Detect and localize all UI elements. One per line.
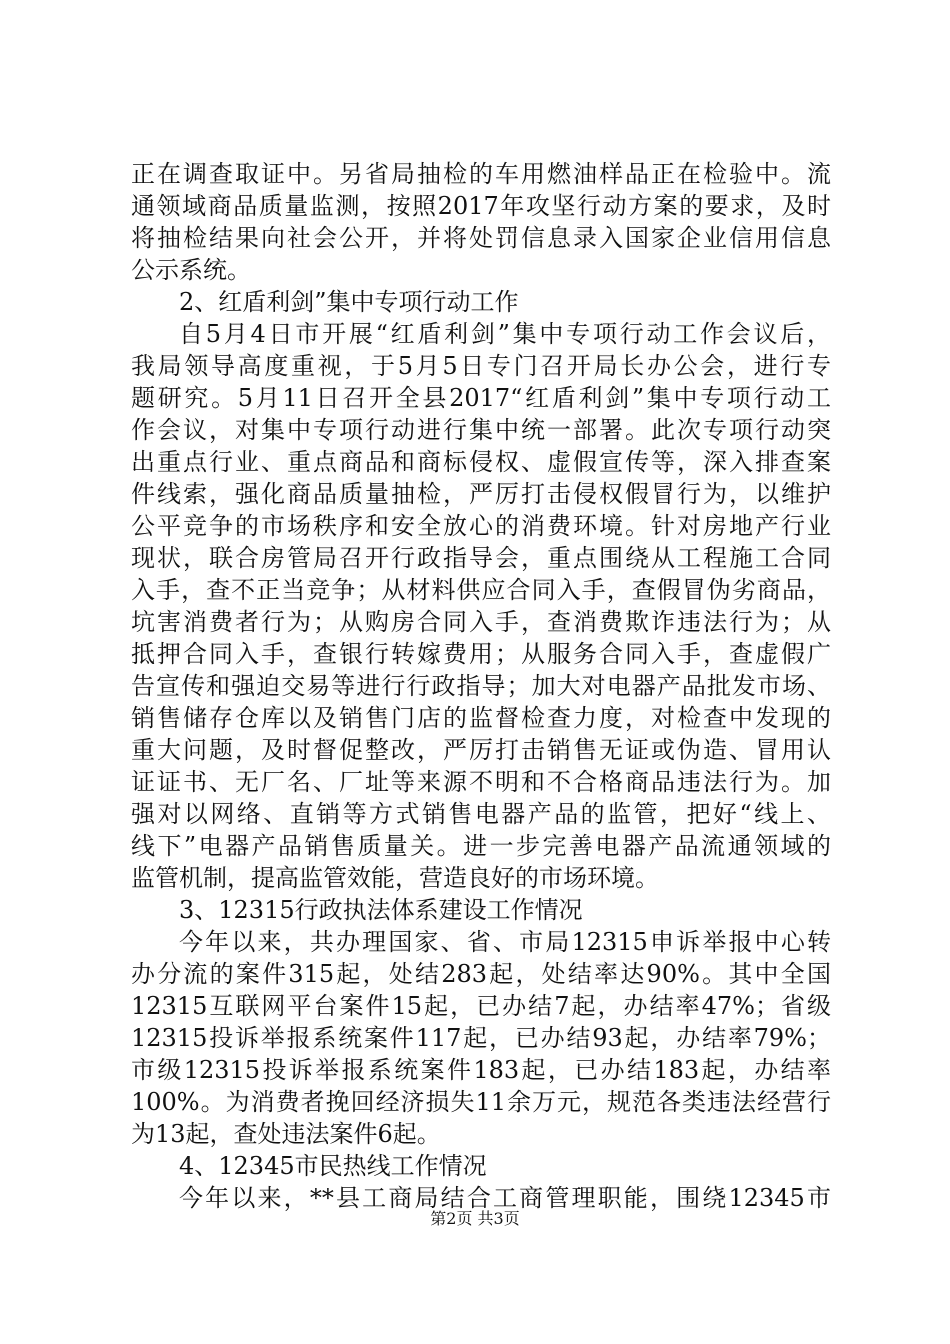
text-line: 强对以网络、直销等方式销售电器产品的监管，把好“线上、 bbox=[131, 800, 831, 828]
text-line: 线下”电器产品销售质量关。进一步完善电器产品流通领域的 bbox=[131, 832, 831, 860]
section-heading: 3、12315行政执法体系建设工作情况 bbox=[179, 896, 583, 924]
text-line: 通领域商品质量监测，按照2017年攻坚行动方案的要求，及时 bbox=[131, 192, 831, 220]
text-line: 监管机制，提高监管效能，营造良好的市场环境。 bbox=[131, 864, 659, 892]
text-line: 抵押合同入手，查银行转嫁费用；从服务合同入手，查虚假广 bbox=[131, 640, 831, 668]
text-line: 今年以来，共办理国家、省、市局12315申诉举报中心转 bbox=[179, 928, 831, 956]
paragraph bbox=[131, 318, 831, 894]
text-line: 今年以来，**县工商局结合工商管理职能，围绕12345市 bbox=[179, 1184, 831, 1212]
text-line: 公示系统。 bbox=[131, 256, 251, 284]
text-line: 我局领导高度重视，于5月5日专门召开局长办公会，进行专 bbox=[131, 352, 831, 380]
text-line: 12315互联网平台案件15起，已办结7起，办结率47%；省级 bbox=[131, 992, 831, 1020]
text-line: 市级12315投诉举报系统案件183起，已办结183起，办结率 bbox=[131, 1056, 831, 1084]
text-line: 自5月4日市开展“红盾利剑”集中专项行动工作会议后， bbox=[179, 320, 831, 348]
text-line: 100%。为消费者挽回经济损失11余万元，规范各类违法经营行 bbox=[131, 1088, 831, 1116]
section-heading: 4、12345市民热线工作情况 bbox=[179, 1152, 487, 1180]
text-line: 12315投诉举报系统案件117起，已办结93起，办结率79%； bbox=[131, 1024, 831, 1052]
paragraph bbox=[131, 158, 831, 286]
text-line: 作会议，对集中专项行动进行集中统一部署。此次专项行动突 bbox=[131, 416, 831, 444]
text-line: 为13起，查处违法案件6起。 bbox=[131, 1120, 441, 1148]
page-footer: 第2页 共3页 bbox=[430, 1209, 520, 1228]
text-line: 销售储存仓库以及销售门店的监督检查力度，对检查中发现的 bbox=[131, 704, 831, 732]
text-line: 告宣传和强迫交易等进行行政指导；加大对电器产品批发市场、 bbox=[131, 672, 831, 700]
text-line: 件线索，强化商品质量抽检，严厉打击侵权假冒行为，以维护 bbox=[131, 480, 831, 508]
text-line: 证证书、无厂名、厂址等来源不明和不合格商品违法行为。加 bbox=[131, 768, 831, 796]
text-line: 出重点行业、重点商品和商标侵权、虚假宣传等，深入排查案 bbox=[131, 448, 831, 476]
text-line: 正在调查取证中。另省局抽检的车用燃油样品正在检验中。流 bbox=[131, 160, 831, 188]
text-line: 现状，联合房管局召开行政指导会，重点围绕从工程施工合同 bbox=[131, 544, 831, 572]
text-line: 重大问题，及时督促整改，严厉打击销售无证或伪造、冒用认 bbox=[131, 736, 831, 764]
document-body bbox=[131, 158, 831, 1214]
text-line: 坑害消费者行为；从购房合同入手，查消费欺诈违法行为；从 bbox=[131, 608, 831, 636]
text-line: 将抽检结果向社会公开，并将处罚信息录入国家企业信用信息 bbox=[131, 224, 831, 252]
text-line: 公平竞争的市场秩序和安全放心的消费环境。针对房地产行业 bbox=[131, 512, 831, 540]
text-line: 入手，查不正当竞争；从材料供应合同入手，查假冒伪劣商品， bbox=[131, 576, 831, 604]
paragraph bbox=[131, 926, 831, 1150]
section-heading: 2、红盾利剑”集中专项行动工作 bbox=[179, 288, 519, 316]
text-line: 题研究。5月11日召开全县2017“红盾利剑”集中专项行动工 bbox=[131, 384, 831, 412]
text-line: 办分流的案件315起，处结283起，处结率达90%。其中全国 bbox=[131, 960, 831, 988]
